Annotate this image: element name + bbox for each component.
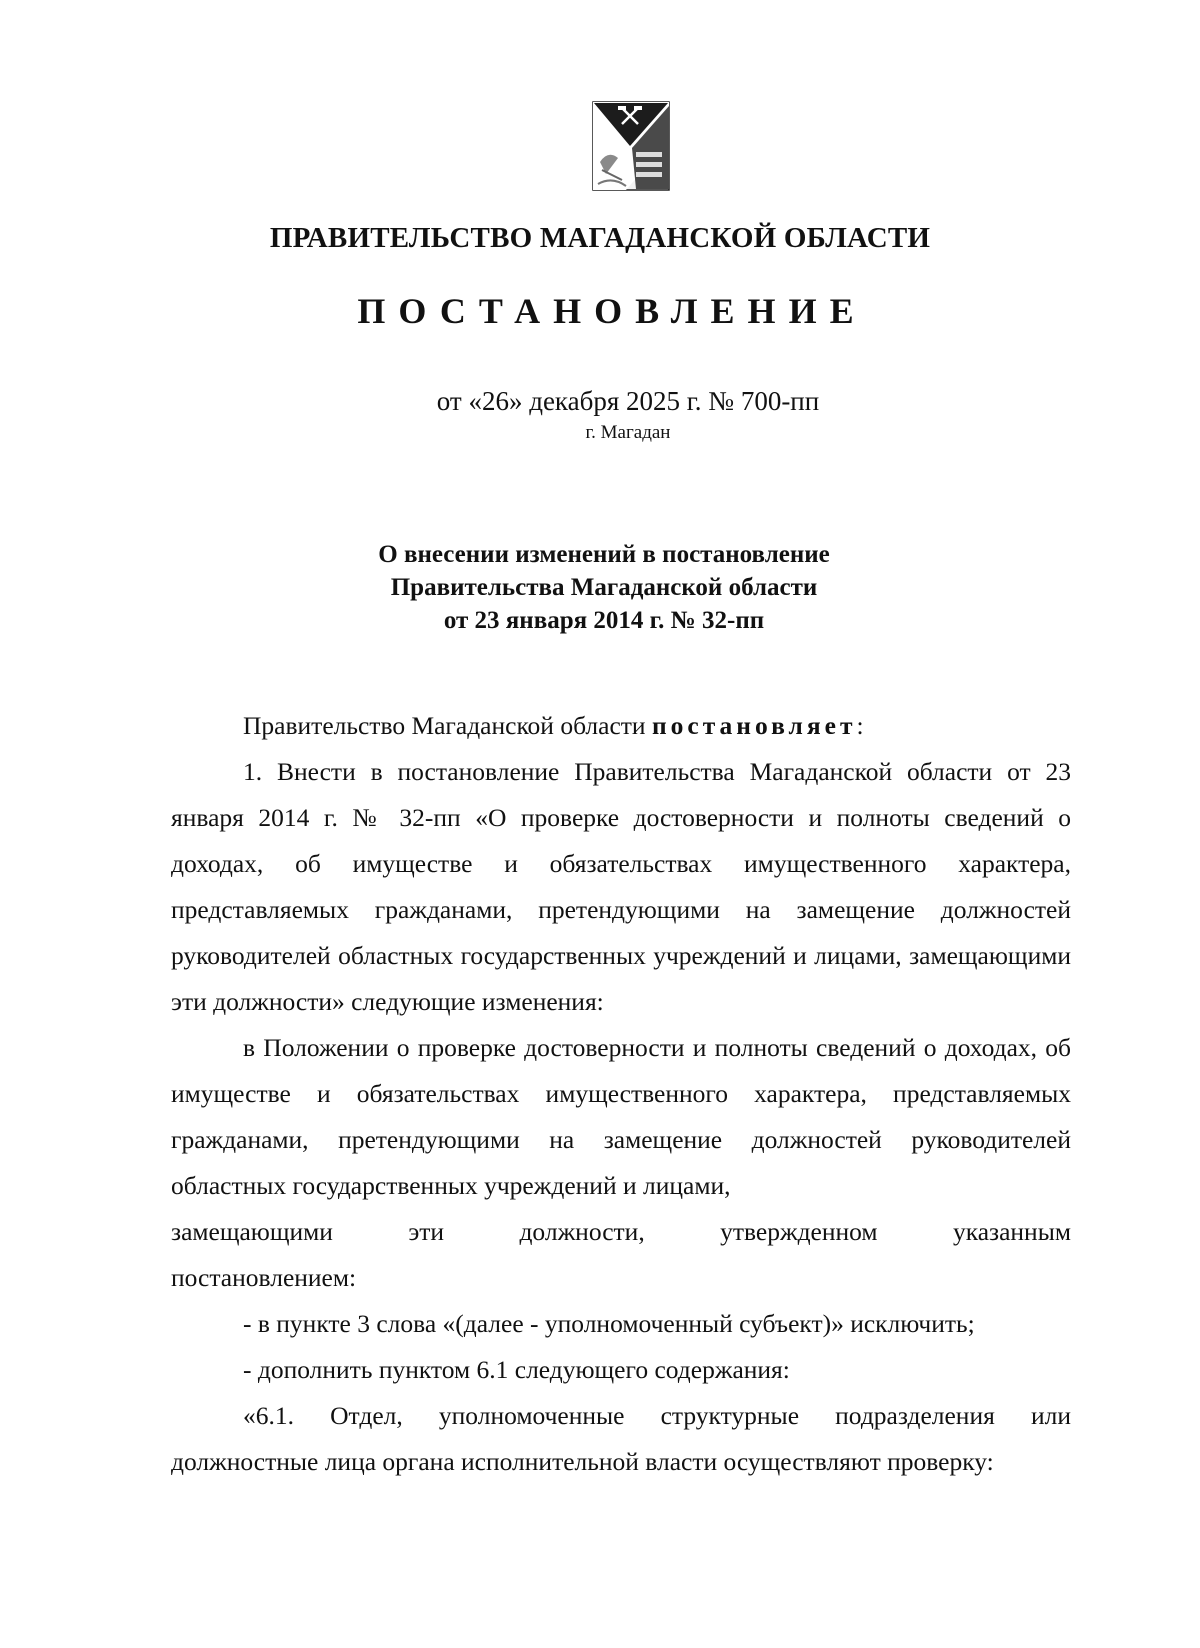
subject-line-2: Правительства Магаданской области (390, 574, 818, 601)
paragraph-3: «6.1. Отдел, уполномоченные структурные подразделения или должностные лица органа исполнительной власти осуществляют проверку: (171, 1401, 1071, 1476)
government-title: ПРАВИТЕЛЬСТВО МАГАДАНСКОЙ ОБЛАСТИ (269, 222, 931, 254)
resolve-paragraph (171, 703, 1071, 749)
document-body (171, 703, 1071, 1485)
justified-word: утвержденном (720, 1217, 878, 1246)
subject-line-1: О внесении изменений в постановление (378, 541, 830, 568)
list-item-2: - дополнить пунктом 6.1 следующего содержания: (243, 1355, 790, 1384)
coat-of-arms-icon (592, 100, 670, 192)
justified-word: должности, (519, 1217, 645, 1246)
justified-word: эти (408, 1217, 445, 1246)
resolve-suffix: : (856, 711, 864, 740)
subject-line-3: от 23 января 2014 г. № 32-пп (443, 607, 765, 634)
resolve-prefix: Правительство Магаданской области (243, 711, 652, 740)
justified-word: указанным (952, 1217, 1071, 1246)
document-city: г. Магадан (585, 422, 671, 443)
list-item-1: - в пункте 3 слова «(далее - уполномоченный субъект)» исключить; (243, 1309, 975, 1338)
resolve-word: постановляет (651, 711, 857, 740)
justified-word: замещающими (171, 1217, 333, 1246)
document-subject (0, 538, 1200, 637)
paragraph-1: 1. Внести в постановление Правительства Магаданской области от 23 января 2014 г. № 32-пп «О проверке достоверности и полноты сведений о доходах, об имуществе и обязательствах имущественного характера, представляемых гражданами, претендующими на замещение должностей руководителей областных государственных учреждений и лицами, замещающими эти должности» следующие изменения: (171, 757, 1071, 1016)
paragraph-2-justified-line (171, 1209, 1071, 1255)
document-date-number: от «26» декабря 2025 г. № 700-пп (436, 386, 820, 416)
paragraph-2-end: постановлением: (171, 1263, 357, 1292)
document-type: ПОСТАНОВЛЕНИЕ (357, 291, 867, 331)
paragraph-2: в Положении о проверке достоверности и полноты сведений о доходах, об имуществе и обязательствах имущественного характера, представляемых гражданами, претендующими на замещение должностей руководителей областных государственных учреждений и лицами, (171, 1033, 1071, 1200)
